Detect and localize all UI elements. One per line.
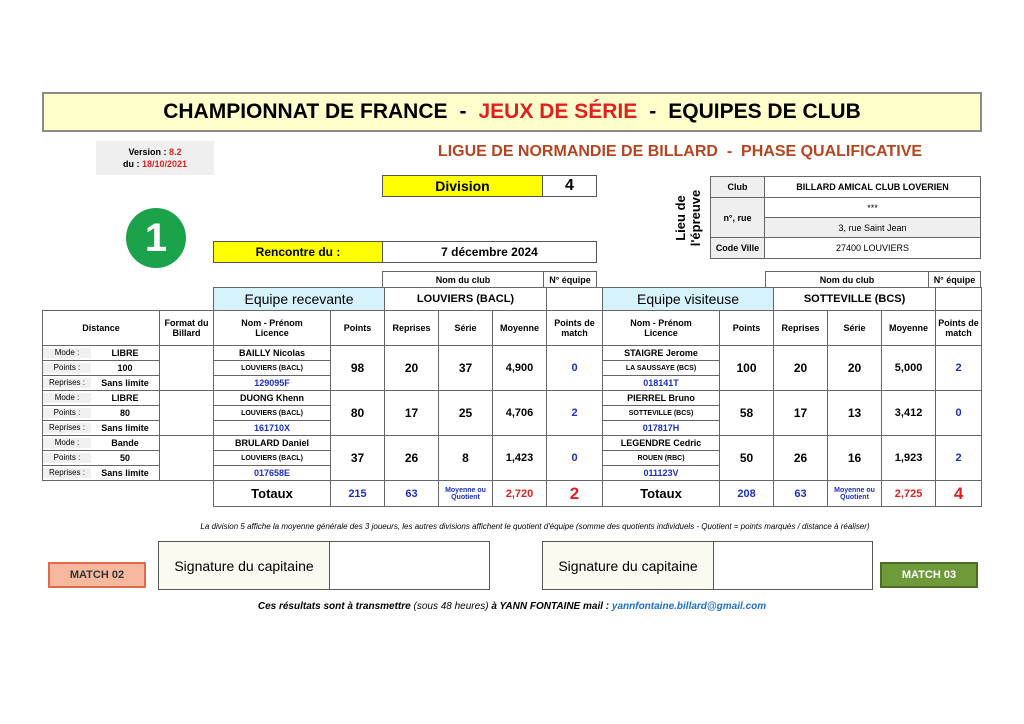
match3-away-name[interactable]: LEGENDRE Cedric bbox=[603, 436, 720, 451]
title-banner bbox=[42, 92, 982, 132]
match2-away-name[interactable]: PIERREL Bruno bbox=[603, 391, 720, 406]
match2-home-pm: 2 bbox=[547, 391, 603, 436]
match1-away-club[interactable]: LA SAUSSAYE (BCS) bbox=[603, 361, 720, 376]
match1-home-reprises[interactable]: 20 bbox=[385, 346, 439, 391]
match1-away-serie[interactable]: 20 bbox=[828, 346, 882, 391]
col-away-points: Points bbox=[720, 311, 774, 346]
col-format: Format du Billard bbox=[160, 311, 214, 346]
col-away-nom-label: Nom - Prénom bbox=[630, 318, 692, 328]
division-note: La division 5 affiche la moyenne générale des 3 joueurs, les autres divisions affichent le quotient d'équipe (somme des quotients individuels - Quotient = points marqués / distance à réaliser) bbox=[200, 522, 870, 531]
home-total-moyenne: 2,720 bbox=[493, 481, 547, 507]
home-total-reprises: 63 bbox=[385, 481, 439, 507]
col-home-licence-label: Licence bbox=[255, 328, 289, 338]
away-total-reprises: 63 bbox=[774, 481, 828, 507]
match2-format[interactable] bbox=[160, 391, 214, 436]
footer-mail-label: mail : bbox=[583, 601, 610, 612]
col-home-nom-label: Nom - Prénom bbox=[241, 318, 303, 328]
match1-reprises-label: Reprises : bbox=[43, 378, 91, 388]
match1-home-points[interactable]: 98 bbox=[331, 346, 385, 391]
home-signature-box bbox=[158, 541, 490, 590]
title-sep-1: - bbox=[459, 100, 467, 123]
subtitle-sep: - bbox=[726, 143, 733, 160]
away-moyenne-label: Moyenne ou Quotient bbox=[828, 481, 882, 507]
match2-home-moyenne: 4,706 bbox=[493, 391, 547, 436]
column-headers bbox=[43, 311, 982, 346]
rencontre-date[interactable]: 7 décembre 2024 bbox=[382, 241, 597, 263]
rencontre-label: Rencontre du : bbox=[213, 241, 383, 263]
match1-home-name[interactable]: BAILLY Nicolas bbox=[214, 346, 331, 361]
match3-away-pm: 2 bbox=[936, 436, 982, 481]
version-value: 8.2 bbox=[169, 147, 182, 157]
match3-away-club[interactable]: ROUEN (RBC) bbox=[603, 451, 720, 466]
home-total-pm: 2 bbox=[547, 481, 603, 507]
home-signature-field[interactable] bbox=[330, 542, 489, 589]
match1-away-name[interactable]: STAIGRE Jerome bbox=[603, 346, 720, 361]
col-distance: Distance bbox=[43, 311, 160, 346]
match1-home-moyenne: 4,900 bbox=[493, 346, 547, 391]
division-label: Division bbox=[382, 175, 543, 197]
version-date-label: du : bbox=[122, 159, 140, 169]
lieu-rue-label: n°, rue bbox=[711, 198, 765, 238]
away-total-pm: 4 bbox=[936, 481, 982, 507]
title-part2: JEUX DE SÉRIE bbox=[478, 100, 638, 123]
totals-blank bbox=[43, 481, 214, 507]
col-away-reprises: Reprises bbox=[774, 311, 828, 346]
home-moyenne-label: Moyenne ou Quotient bbox=[439, 481, 493, 507]
title-part3: EQUIPES DE CLUB bbox=[668, 100, 861, 123]
version-label: Version : bbox=[128, 147, 167, 157]
match1-distance[interactable]: 100 bbox=[117, 363, 133, 373]
away-totals-label: Totaux bbox=[603, 481, 720, 507]
lieu-table bbox=[710, 176, 981, 259]
col-away-serie: Série bbox=[828, 311, 882, 346]
match2-away-points[interactable]: 58 bbox=[720, 391, 774, 436]
match1-away-licence[interactable]: 018141T bbox=[603, 376, 720, 391]
match3-home-pm: 0 bbox=[547, 436, 603, 481]
match2-away-moyenne: 3,412 bbox=[882, 391, 936, 436]
match3-points-cell bbox=[43, 451, 160, 466]
match3-home-reprises[interactable]: 26 bbox=[385, 436, 439, 481]
title-part1: CHAMPIONNAT DE FRANCE bbox=[163, 100, 448, 123]
match1-home-serie[interactable]: 37 bbox=[439, 346, 493, 391]
footer-text3: à YANN FONTAINE bbox=[491, 601, 581, 612]
match1-points-label: Points : bbox=[43, 363, 91, 373]
match3-home-name[interactable]: BRULARD Daniel bbox=[214, 436, 331, 451]
match1-away-points[interactable]: 100 bbox=[720, 346, 774, 391]
away-club-header bbox=[765, 271, 981, 288]
version-box bbox=[96, 141, 214, 175]
match1-points-cell bbox=[43, 361, 160, 376]
lieu-label-line2: l'épreuve bbox=[688, 189, 703, 247]
home-nom-du-club-label: Nom du club bbox=[383, 272, 544, 288]
results-table bbox=[42, 287, 982, 507]
subtitle-ligue: LIGUE DE NORMANDIE DE BILLARD bbox=[437, 143, 718, 160]
match1-home-licence[interactable]: 129095F bbox=[214, 376, 331, 391]
home-totals-label: Totaux bbox=[214, 481, 331, 507]
col-home-serie: Série bbox=[439, 311, 493, 346]
match3-away-reprises[interactable]: 26 bbox=[774, 436, 828, 481]
match3-reprises-label: Reprises : bbox=[43, 468, 91, 478]
home-team-number[interactable] bbox=[547, 288, 603, 311]
version-date: 18/10/2021 bbox=[141, 159, 188, 169]
match-number-badge bbox=[126, 208, 186, 268]
match2-home-serie[interactable]: 25 bbox=[439, 391, 493, 436]
match2-away-club[interactable]: SOTTEVILLE (BCS) bbox=[603, 406, 720, 421]
home-total-points: 215 bbox=[331, 481, 385, 507]
away-team-club[interactable]: SOTTEVILLE (BCS) bbox=[774, 288, 936, 311]
match3-distance[interactable]: 50 bbox=[119, 453, 130, 463]
lieu-ville[interactable]: 27400 LOUVIERS bbox=[765, 238, 981, 259]
col-home-moyenne: Moyenne bbox=[493, 311, 547, 346]
match3-home-moyenne: 1,423 bbox=[493, 436, 547, 481]
match-number: 1 bbox=[144, 215, 168, 260]
totals-row bbox=[43, 481, 982, 507]
title-sep-2: - bbox=[649, 100, 657, 123]
col-away-moyenne: Moyenne bbox=[882, 311, 936, 346]
home-club-header bbox=[382, 271, 597, 288]
col-home-points: Points bbox=[331, 311, 385, 346]
match1-away-reprises[interactable]: 20 bbox=[774, 346, 828, 391]
match1-format[interactable] bbox=[160, 346, 214, 391]
home-team-label: Equipe recevante bbox=[214, 288, 385, 311]
match3-home-licence[interactable]: 017658E bbox=[214, 466, 331, 481]
match2-home-licence[interactable]: 161710X bbox=[214, 421, 331, 436]
lieu-label-line1: Lieu de bbox=[673, 195, 688, 241]
subtitle bbox=[400, 143, 960, 165]
match2-home-points[interactable]: 80 bbox=[331, 391, 385, 436]
match3-away-points[interactable]: 50 bbox=[720, 436, 774, 481]
next-match-button[interactable]: MATCH 03 bbox=[880, 562, 978, 588]
match1-mode-cell bbox=[43, 346, 160, 361]
match1-mode[interactable]: LIBRE bbox=[111, 348, 139, 358]
subtitle-phase: PHASE QUALIFICATIVE bbox=[741, 143, 923, 160]
match1-home-pm: 0 bbox=[547, 346, 603, 391]
footer-text2: (sous 48 heures) bbox=[413, 601, 489, 612]
match2-away-reprises[interactable]: 17 bbox=[774, 391, 828, 436]
col-home-reprises: Reprises bbox=[385, 311, 439, 346]
lieu-club[interactable]: BILLARD AMICAL CLUB LOVERIEN bbox=[765, 177, 981, 198]
footer-email-link[interactable]: yannfontaine.billard@gmail.com bbox=[611, 601, 767, 612]
match2-away-licence[interactable]: 017817H bbox=[603, 421, 720, 436]
home-n-equipe-label: N° équipe bbox=[544, 272, 597, 288]
footer bbox=[150, 601, 874, 612]
lieu-rue-value2[interactable]: 3, rue Saint Jean bbox=[765, 218, 981, 238]
prev-match-button[interactable]: MATCH 02 bbox=[48, 562, 146, 588]
match2-mode-label: Mode : bbox=[43, 393, 91, 403]
lieu-rue-value1[interactable]: *** bbox=[765, 198, 981, 218]
match3-reprises-cell bbox=[43, 466, 160, 481]
lieu-label bbox=[664, 178, 712, 260]
away-total-points: 208 bbox=[720, 481, 774, 507]
match3-mode[interactable]: Bande bbox=[111, 438, 139, 448]
away-total-moyenne: 2,725 bbox=[882, 481, 936, 507]
match2-points-label: Points : bbox=[43, 408, 91, 418]
match1-reprises-limit[interactable]: Sans limite bbox=[101, 378, 149, 388]
match2-reprises-label: Reprises : bbox=[43, 423, 91, 433]
match2-home-club[interactable]: LOUVIERS (BACL) bbox=[214, 406, 331, 421]
col-away-nom bbox=[603, 311, 720, 346]
col-away-licence-label: Licence bbox=[644, 328, 678, 338]
match2-mode[interactable]: LIBRE bbox=[111, 393, 139, 403]
match3-away-moyenne: 1,923 bbox=[882, 436, 936, 481]
match3-mode-cell bbox=[43, 436, 160, 451]
match3-away-serie[interactable]: 16 bbox=[828, 436, 882, 481]
away-team-label: Equipe visiteuse bbox=[603, 288, 774, 311]
match1-home-club[interactable]: LOUVIERS (BACL) bbox=[214, 361, 331, 376]
lieu-ville-label: Code Ville bbox=[711, 238, 765, 259]
match2-away-serie[interactable]: 13 bbox=[828, 391, 882, 436]
match3-home-serie[interactable]: 8 bbox=[439, 436, 493, 481]
col-home-nom bbox=[214, 311, 331, 346]
match1-away-moyenne: 5,000 bbox=[882, 346, 936, 391]
home-team-club[interactable]: LOUVIERS (BACL) bbox=[385, 288, 547, 311]
match2-home-reprises[interactable]: 17 bbox=[385, 391, 439, 436]
match2-mode-cell bbox=[43, 391, 160, 406]
division-value[interactable]: 4 bbox=[542, 175, 597, 197]
away-n-equipe-label: N° équipe bbox=[929, 272, 981, 288]
col-away-points-match: Points de match bbox=[936, 311, 982, 346]
match3-away-licence[interactable]: 011123V bbox=[603, 466, 720, 481]
match3-reprises-limit[interactable]: Sans limite bbox=[101, 468, 149, 478]
match2-distance[interactable]: 80 bbox=[119, 408, 130, 418]
match1-reprises-cell bbox=[43, 376, 160, 391]
away-signature-box bbox=[542, 541, 873, 590]
match3-home-points[interactable]: 37 bbox=[331, 436, 385, 481]
match1-mode-label: Mode : bbox=[43, 348, 91, 358]
match3-mode-label: Mode : bbox=[43, 438, 91, 448]
footer-text1: Ces résultats sont à transmettre bbox=[257, 601, 411, 612]
match3-format[interactable] bbox=[160, 436, 214, 481]
away-nom-du-club-label: Nom du club bbox=[766, 272, 929, 288]
match2-reprises-cell bbox=[43, 421, 160, 436]
match3-home-club[interactable]: LOUVIERS (BACL) bbox=[214, 451, 331, 466]
away-signature-label: Signature du capitaine bbox=[543, 542, 714, 589]
match2-points-cell bbox=[43, 406, 160, 421]
away-team-number[interactable] bbox=[936, 288, 982, 311]
match2-home-name[interactable]: DUONG Khenn bbox=[214, 391, 331, 406]
match2-reprises-limit[interactable]: Sans limite bbox=[101, 423, 149, 433]
lieu-club-label: Club bbox=[711, 177, 765, 198]
match1-away-pm: 2 bbox=[936, 346, 982, 391]
away-signature-field[interactable] bbox=[714, 542, 872, 589]
col-home-points-match: Points de match bbox=[547, 311, 603, 346]
blank-corner bbox=[43, 288, 214, 311]
match2-away-pm: 0 bbox=[936, 391, 982, 436]
match3-points-label: Points : bbox=[43, 453, 91, 463]
home-signature-label: Signature du capitaine bbox=[159, 542, 330, 589]
